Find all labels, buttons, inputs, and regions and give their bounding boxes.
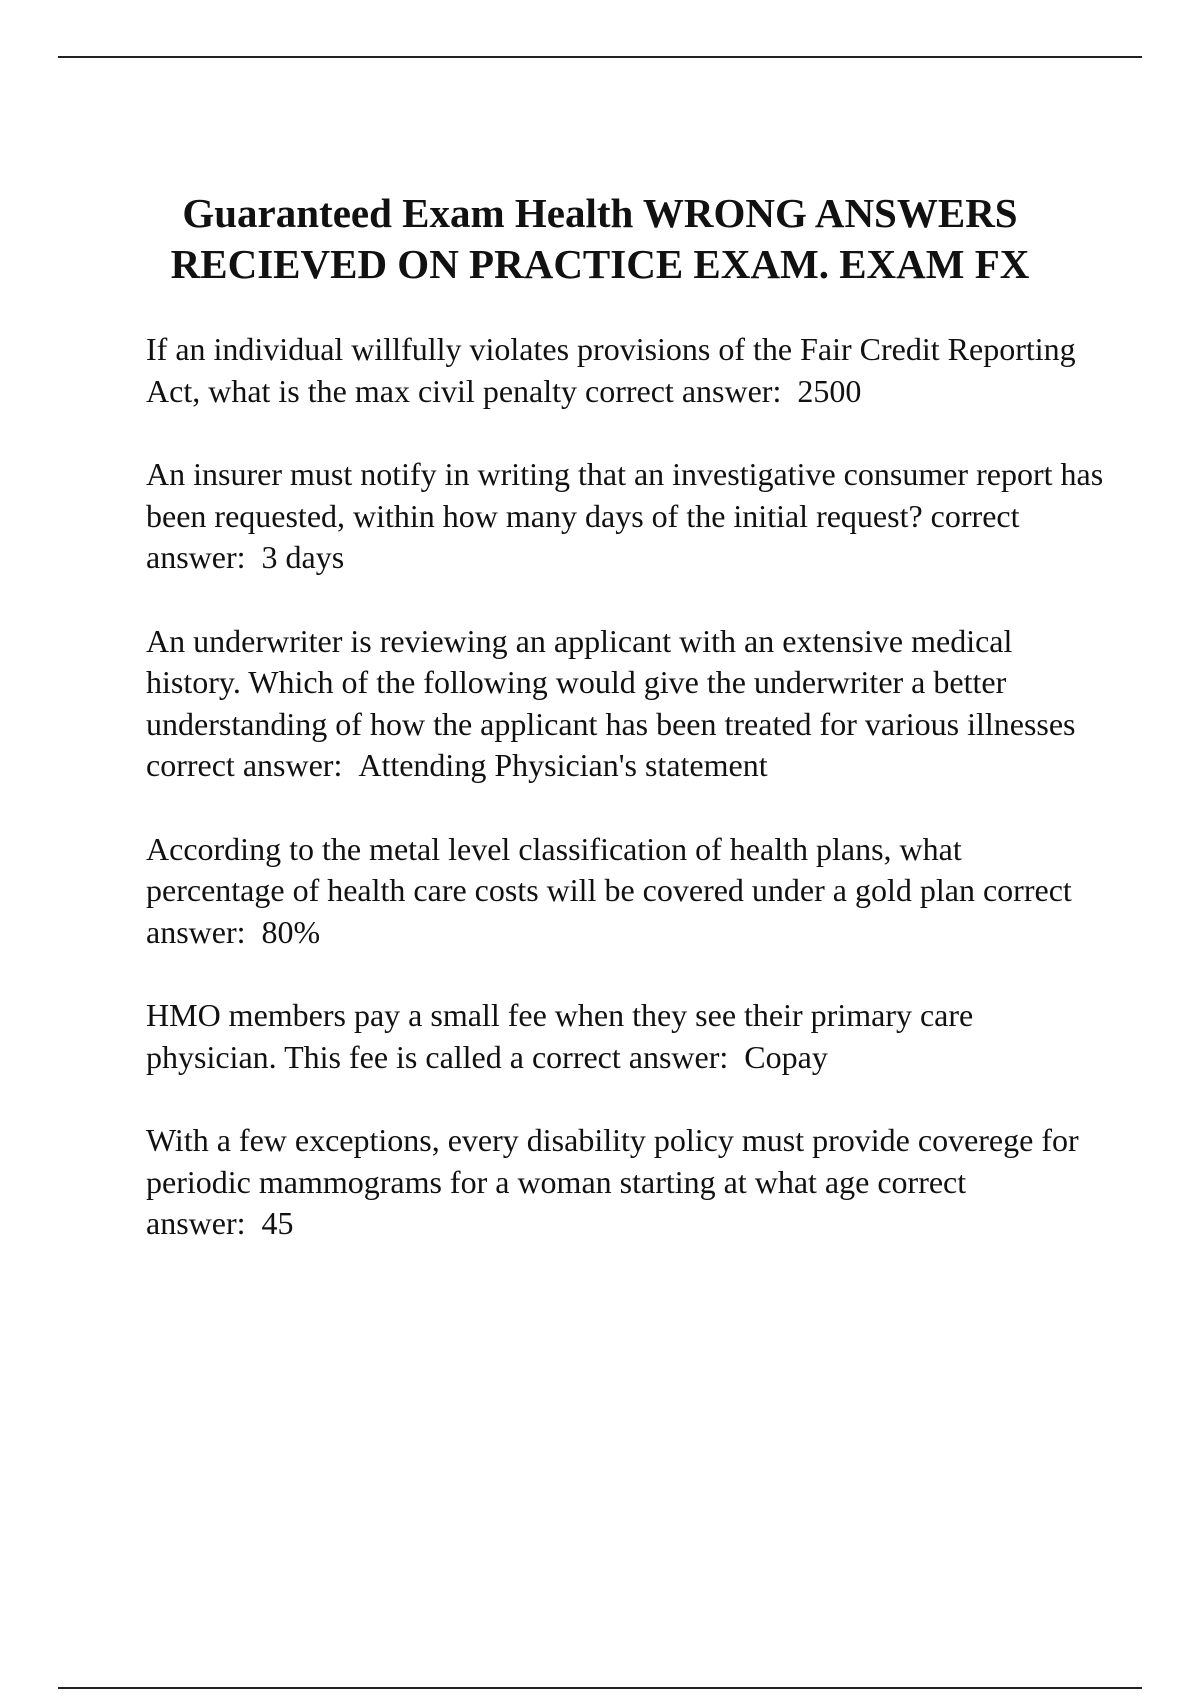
answer-label: correct answer: [146,1163,967,1241]
answer-text: 45 [261,1205,294,1241]
answer-label: correct answer: [146,497,1020,575]
answer-text: 80% [261,913,321,950]
qa-item-1 [146,329,1106,412]
qa-item-4 [146,829,1106,954]
answer-label: correct answer: [531,1038,729,1075]
qa-list [146,329,1106,1287]
question-text: HMO members pay a small fee when they see their primary care physician. This fee is called a [146,997,974,1075]
answer-label: correct answer: [585,372,782,409]
answer-text: Attending Physician's statement [358,747,768,783]
answer-text: 2500 [797,372,862,409]
question-text: With a few exceptions, every disability policy must provide coverege for periodic mammograms for a woman starting at what age [146,1122,1079,1200]
qa-item-5 [146,995,1106,1078]
question-text: An underwriter is reviewing an applicant with an extensive medical history. Which of the following would give the underwriter a better understanding of how the applicant has been treated for various illnesses [146,622,1076,742]
question-text: If an individual willfully violates provisions of the Fair Credit Reporting Act, what is the max civil penalty [146,331,1076,409]
answer-text: Copay [744,1038,828,1075]
top-rule [58,56,1142,58]
answer-label: correct answer: [146,872,1072,950]
answer-text: 3 days [261,539,345,575]
answer-label: correct answer: [146,747,343,783]
bottom-rule [58,1687,1142,1689]
qa-item-2 [146,454,1106,579]
question-text: According to the metal level classification of health plans, what percentage of health care costs will be covered under a gold plan [146,830,975,908]
page-title-line-1: Guaranteed Exam Health WRONG ANSWERS [182,190,1018,236]
qa-item-3 [146,621,1106,787]
qa-item-6 [146,1120,1106,1245]
page-title [100,188,1100,290]
page-title-line-2: RECIEVED ON PRACTICE EXAM. EXAM FX [170,241,1030,287]
question-text: An insurer must notify in writing that an investigative consumer report has been requested, within how many days of the initial request? [146,456,1104,534]
